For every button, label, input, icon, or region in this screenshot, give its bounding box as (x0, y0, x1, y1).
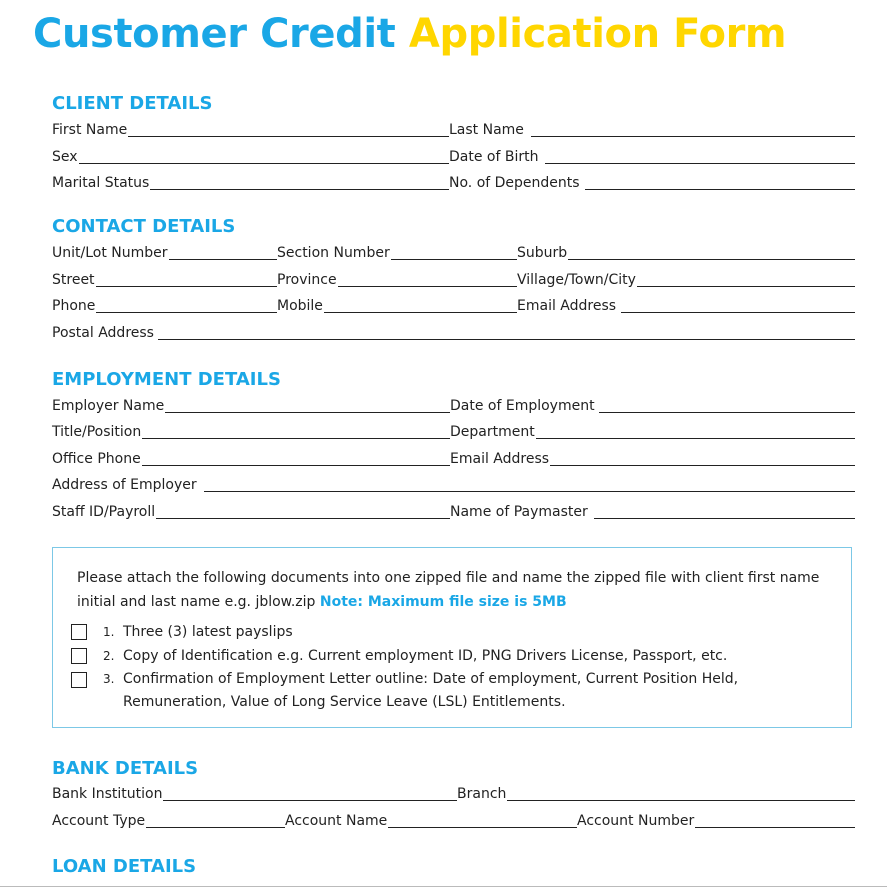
branch-label: Branch (457, 786, 507, 802)
list-number: 3. (103, 672, 115, 686)
dob-field[interactable] (449, 146, 855, 166)
employer-name-field[interactable] (52, 395, 450, 415)
identification-item-text: Copy of Identification e.g. Current employment ID, PNG Drivers License, Passport, etc. (123, 648, 728, 664)
employer-name-label: Employer Name (52, 398, 165, 414)
street-field[interactable] (52, 269, 277, 289)
suburb-label: Suburb (517, 245, 568, 261)
account-name-label: Account Name (285, 813, 388, 829)
account-number-field[interactable] (577, 810, 855, 830)
contact-email-line[interactable] (621, 311, 855, 313)
date-of-employment-field[interactable] (450, 395, 855, 415)
sex-field[interactable] (52, 146, 449, 166)
sex-label: Sex (52, 149, 78, 165)
postal-address-line[interactable] (158, 338, 855, 340)
bank-row-1 (52, 783, 855, 803)
title-position-line[interactable] (142, 437, 450, 439)
mobile-line[interactable] (324, 311, 517, 313)
title-position-label: Title/Position (52, 424, 142, 440)
contact-row-4 (52, 322, 855, 342)
account-type-field[interactable] (52, 810, 285, 830)
marital-status-label: Marital Status (52, 175, 150, 191)
last-name-label: Last Name (449, 122, 524, 138)
bank-institution-label: Bank Institution (52, 786, 163, 802)
client-row-sex (52, 146, 855, 166)
employment-row-3 (52, 448, 855, 468)
dependents-label: No. of Dependents (449, 175, 580, 191)
account-name-field[interactable] (285, 810, 577, 830)
client-details-heading: CLIENT DETAILS (52, 93, 213, 114)
account-type-label: Account Type (52, 813, 146, 829)
phone-field[interactable] (52, 295, 277, 315)
phone-line[interactable] (96, 311, 277, 313)
title-part-application-form: Application Form (408, 11, 787, 57)
department-field[interactable] (450, 421, 855, 441)
account-type-line[interactable] (146, 826, 285, 828)
documents-instructions (77, 566, 837, 614)
employment-email-line[interactable] (550, 464, 855, 466)
paymaster-line[interactable] (594, 517, 855, 519)
contact-row-2 (52, 269, 855, 289)
client-row-marital (52, 172, 855, 192)
marital-status-field[interactable] (52, 172, 449, 192)
employment-details-heading: EMPLOYMENT DETAILS (52, 369, 281, 390)
street-line[interactable] (96, 285, 277, 287)
village-label: Village/Town/City (517, 272, 636, 288)
page-title (33, 6, 786, 62)
employment-row-4 (52, 474, 855, 494)
unit-lot-line[interactable] (169, 258, 277, 260)
mobile-field[interactable] (277, 295, 517, 315)
dependents-line[interactable] (585, 188, 855, 190)
employment-row-1 (52, 395, 855, 415)
village-line[interactable] (637, 285, 855, 287)
bank-institution-field[interactable] (52, 783, 457, 803)
marital-status-line[interactable] (150, 188, 449, 190)
employer-address-label: Address of Employer (52, 477, 197, 493)
employment-row-2 (52, 421, 855, 441)
postal-address-field[interactable] (52, 322, 855, 342)
first-name-line[interactable] (128, 135, 449, 137)
contact-email-label: Email Address (517, 298, 617, 314)
suburb-field[interactable] (517, 242, 855, 262)
unit-lot-label: Unit/Lot Number (52, 245, 168, 261)
department-label: Department (450, 424, 535, 440)
contact-row-1 (52, 242, 855, 262)
bank-row-2 (52, 810, 855, 830)
file-size-note: Note: Maximum file size is 5MB (319, 594, 567, 610)
loan-details-heading: LOAN DETAILS (52, 856, 197, 877)
province-field[interactable] (277, 269, 517, 289)
dependents-field[interactable] (449, 172, 855, 192)
employer-address-line[interactable] (204, 490, 855, 492)
office-phone-label: Office Phone (52, 451, 141, 467)
contact-email-field[interactable] (517, 295, 855, 315)
staff-id-label: Staff ID/Payroll (52, 504, 156, 520)
paymaster-label: Name of Paymaster (450, 504, 588, 520)
staff-id-line[interactable] (156, 517, 450, 519)
account-name-line[interactable] (388, 826, 577, 828)
list-number: 1. (103, 625, 115, 639)
province-line[interactable] (338, 285, 517, 287)
employer-name-line[interactable] (165, 411, 450, 413)
last-name-field[interactable] (449, 119, 855, 139)
last-name-line[interactable] (531, 135, 855, 137)
department-line[interactable] (536, 437, 855, 439)
phone-label: Phone (52, 298, 96, 314)
staff-id-field[interactable] (52, 501, 450, 521)
account-number-line[interactable] (695, 826, 855, 828)
street-label: Street (52, 272, 95, 288)
payslips-item-text: Three (3) latest payslips (123, 624, 293, 640)
province-label: Province (277, 272, 337, 288)
employment-letter-item-text: Confirmation of Employment Letter outline: Date of employment, Current Position Held, Remuneration, Value of Long Service Leave (LSL) Entitlements. (123, 671, 739, 710)
dob-line[interactable] (545, 162, 855, 164)
contact-row-3 (52, 295, 855, 315)
paymaster-field[interactable] (450, 501, 855, 521)
employment-email-label: Email Address (450, 451, 550, 467)
documents-intro-text: Please attach the following documents into one zipped file and name the zipped file with client first name initial and last name e.g. jblow.zip (77, 570, 820, 610)
branch-line[interactable] (507, 799, 855, 801)
account-number-label: Account Number (577, 813, 695, 829)
section-number-label: Section Number (277, 245, 390, 261)
documents-note-box (52, 547, 852, 728)
first-name-field[interactable] (52, 119, 449, 139)
contact-details-heading: CONTACT DETAILS (52, 216, 236, 237)
section-number-field[interactable] (277, 242, 517, 262)
office-phone-line[interactable] (142, 464, 450, 466)
first-name-label: First Name (52, 122, 128, 138)
village-field[interactable] (517, 269, 855, 289)
identification-checkbox[interactable] (71, 648, 87, 664)
mobile-label: Mobile (277, 298, 323, 314)
employment-row-5 (52, 501, 855, 521)
client-row-name (52, 119, 855, 139)
payslips-checkbox[interactable] (71, 624, 87, 640)
title-position-field[interactable] (52, 421, 450, 441)
bank-institution-line[interactable] (163, 799, 457, 801)
branch-field[interactable] (457, 783, 855, 803)
dob-label: Date of Birth (449, 149, 539, 165)
bank-details-heading: BANK DETAILS (52, 758, 199, 779)
employer-address-field[interactable] (52, 474, 855, 494)
sex-line[interactable] (79, 162, 449, 164)
postal-address-label: Postal Address (52, 325, 154, 341)
title-part-customer-credit: Customer Credit (33, 11, 396, 57)
unit-lot-field[interactable] (52, 242, 277, 262)
date-of-employment-line[interactable] (599, 411, 855, 413)
office-phone-field[interactable] (52, 448, 450, 468)
section-number-line[interactable] (391, 258, 517, 260)
employment-email-field[interactable] (450, 448, 855, 468)
date-of-employment-label: Date of Employment (450, 398, 595, 414)
employment-letter-checkbox[interactable] (71, 672, 87, 688)
suburb-line[interactable] (568, 258, 855, 260)
list-number: 2. (103, 649, 115, 663)
